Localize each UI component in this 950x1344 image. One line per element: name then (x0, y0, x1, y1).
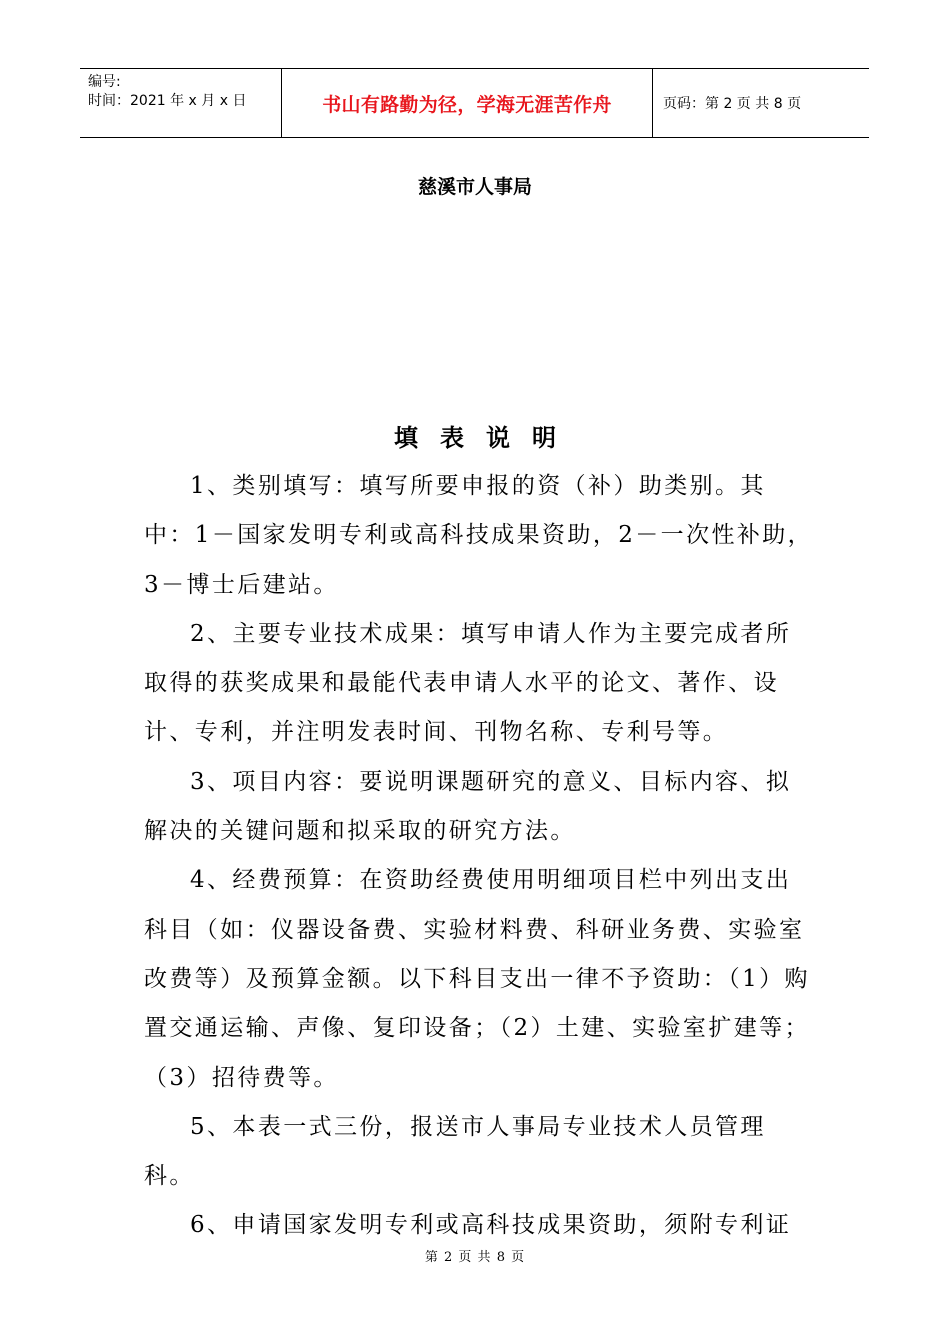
instruction-paragraph: 4、经费预算：在资助经费使用明细项目栏中列出支出科目（如：仪器设备费、实验材料费、科研业务费、实验室改费等）及预算金额。以下科目支出一律不予资助：（1）购置交通运输、声像、复印设备；（2）土建、实验室扩建等；（3）招待费等。 (144, 867, 810, 1091)
header-page-cell (653, 69, 869, 137)
instruction-paragraph: 5、本表一式三份，报送市人事局专业技术人员管理科。 (144, 1113, 766, 1190)
instruction-paragraph: 6、申请国家发明专利或高科技成果资助，须附专利证 (190, 1212, 792, 1239)
page-footer: 第 2 页 共 8 页 (424, 1250, 526, 1265)
instruction-paragraph: 3、项目内容：要说明课题研究的意义、目标内容、拟解决的关键问题和拟采取的研究方法。 (144, 768, 792, 845)
header-motto: 书山有路勤为径，学海无涯苦作舟 (322, 93, 612, 116)
section-title: 填表说明 (394, 423, 578, 452)
organization-title: 慈溪市人事局 (417, 176, 532, 198)
instruction-paragraph: 1、类别填写：填写所要申报的资（补）助类别。其中：1－国家发明专利或高科技成果资助，2－一次性补助，3－博士后建站。 (144, 473, 814, 598)
page-header (80, 68, 869, 138)
document-number-label: 编号: (88, 74, 121, 90)
document-time-label: 时间：2021 年 x 月 x 日 (88, 93, 247, 109)
header-meta-cell (80, 69, 282, 137)
instructions-body (144, 462, 814, 1251)
header-page-code: 页码：第 2 页 共 8 页 (663, 96, 802, 112)
header-motto-cell (282, 69, 653, 137)
instruction-paragraph: 2、主要专业技术成果：填写申请人作为主要完成者所取得的获奖成果和最能代表申请人水平的论文、著作、设计、专利，并注明发表时间、刊物名称、专利号等。 (144, 620, 792, 746)
